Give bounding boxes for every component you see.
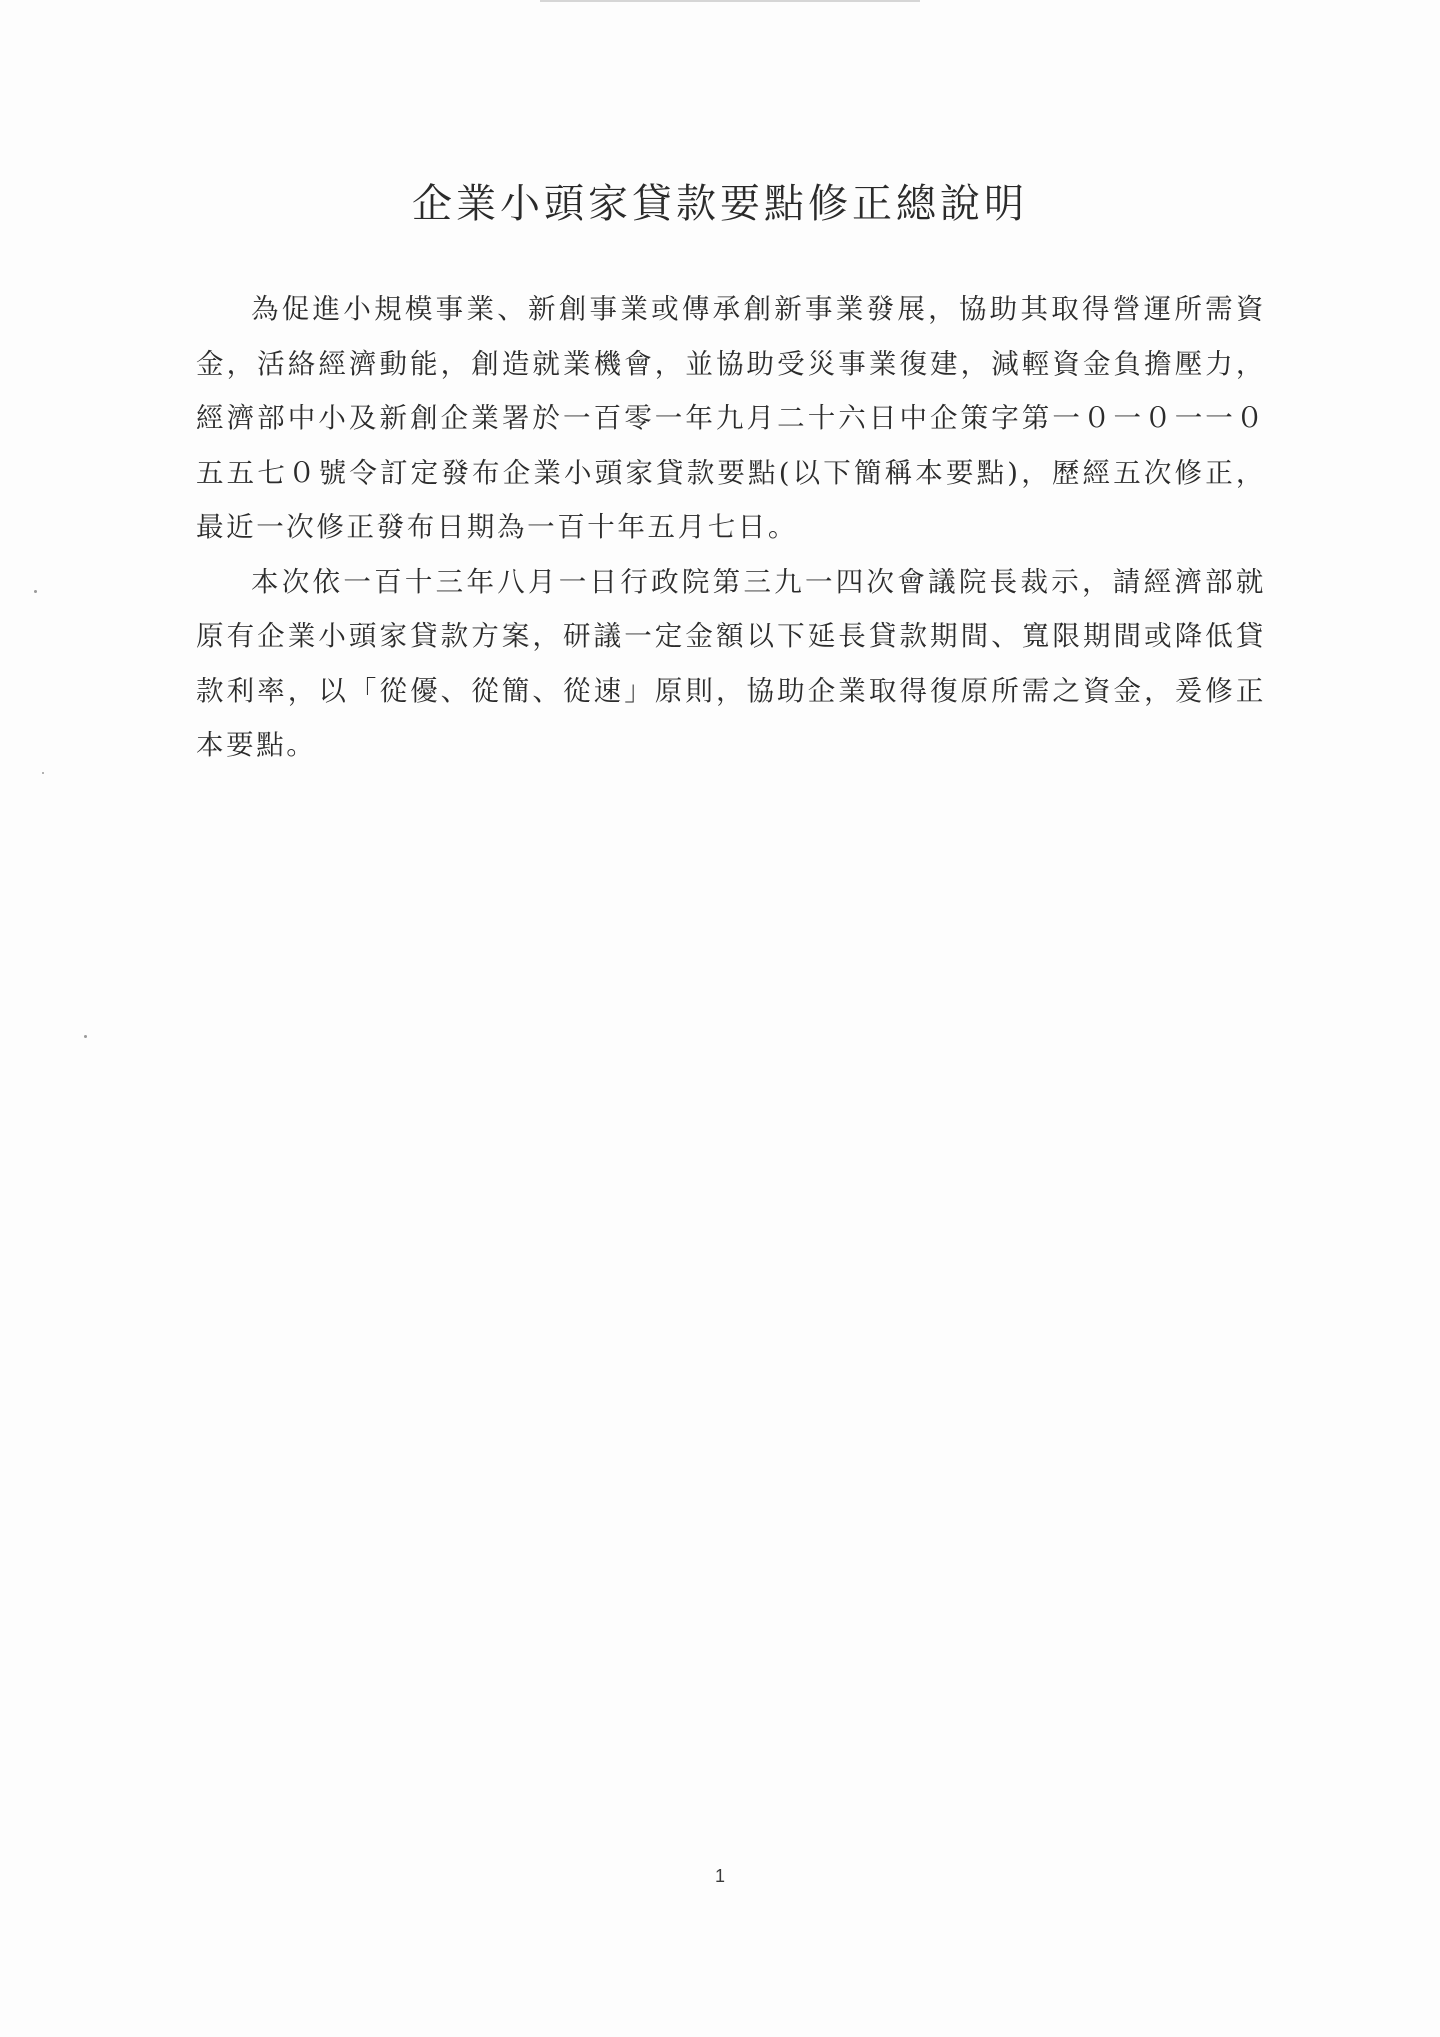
scan-speck — [42, 772, 44, 774]
paragraph-2: 本次依一百十三年八月一日行政院第三九一四次會議院長裁示，請經濟部就原有企業小頭家貸款方案，研議一定金額以下延長貸款期間、寬限期間或降低貸款利率，以「從優、從簡、從速」原則，協助企業取得復原所需之資金，爰修正本要點。 — [196, 565, 1266, 761]
scan-speck — [34, 590, 37, 593]
document-title: 企業小頭家貸款要點修正總說明 — [412, 181, 1028, 227]
document-body — [196, 282, 1266, 773]
scan-speck — [84, 1035, 87, 1038]
paragraph-1: 為促進小規模事業、新創事業或傳承創新事業發展，協助其取得營運所需資金，活絡經濟動能，創造就業機會，並協助受災事業復建，減輕資金負擔壓力，經濟部中小及新創企業署於一百零一年九月二十六日中企策字第一０一０一一０五五七０號令訂定發布企業小頭家貸款要點(以下簡稱本要點)，歷經五次修正，最近一次修正發布日期為一百十年五月七日。 — [196, 293, 1266, 543]
scan-top-edge — [540, 0, 920, 2]
page-number: 1 — [714, 1866, 725, 1886]
